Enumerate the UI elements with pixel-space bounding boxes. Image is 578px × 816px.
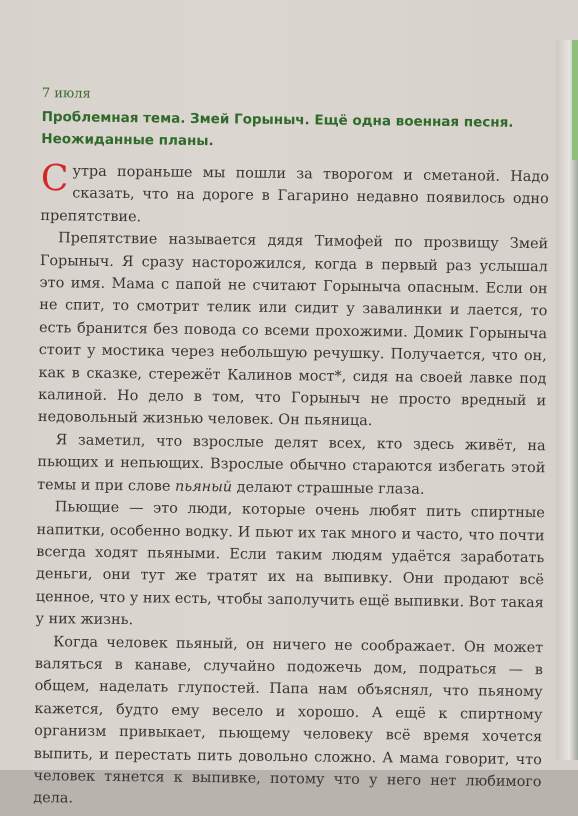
paragraph-3-text-a: Я заметил, что взрослые делят всех, кто здесь живёт, на пьющих и непьющих. Взрослые обычно стараются избегать этой темы и при слове [37, 432, 546, 495]
paragraph-3-text-b: делают страшные глаза. [232, 479, 425, 498]
entry-heading: Проблемная тема. Змей Горыныч. Ещё одна военная песня. Неожиданные планы. [41, 109, 514, 150]
drop-cap: С [40, 158, 69, 200]
paragraph-1 [36, 160, 549, 233]
page-content [29, 86, 550, 816]
page-edge [556, 40, 578, 760]
paragraph-2: Препятствие называется дядя Тимофей по прозвищу Змей Горыныч. Я сразу насторожился, когда в первый раз услышал это имя. Мама с папой не считают Горыныча опасным. Если он не спит, то смотрит телик или сидит у завалинки и лается, то есть бранится без повода со всеми прохожими. Домик Горыныча стоит у мостика через небольшую речушку. Получается, что он, как в сказке, стережёт Калинов мост*, сидя на своей лавке под калиной. Но дело в том, что Горыныч не просто вредный и недовольный жизнью человек. Он пьяница. [37, 230, 549, 430]
entry-date: 7 июля [41, 86, 91, 102]
green-cover-edge [572, 40, 578, 160]
paragraph-3 [33, 429, 546, 502]
paragraph-5: Когда человек пьяный, он ничего не соображает. Он может валяться в канаве, случайно подожечь дом, подраться — в общем, наделать глупостей. Папа нам объяснял, что пьяному кажется, будто ему весело и хорошо. А ещё к спиртному организм привыкает, пьющему человеку всё время хочется выпить, и перестать пить довольно сложно. А мама говорит, что человек тянется к выпивке, потому что у него нет любимого дела. [33, 633, 544, 807]
paragraph-4: Пьющие — это люди, которые очень любят пить спиртные напитки, особенно водку. И пьют их так много и часто, что почти всегда ходят пьяными. Если таким людям удаётся заработать деньги, они тут же тратят их на выпивку. Они продают всё ценное, что у них есть, чтобы заполучить ещё выпивки. Вот такая у них жизнь. [35, 499, 545, 629]
paragraph-3-italic: пьяный [174, 478, 233, 496]
paragraph-1-text: утра пораньше мы пошли за творогом и сметаной. Надо сказать, что на дороге в Гагарино недавно появилось одно препятствие. [40, 163, 550, 226]
